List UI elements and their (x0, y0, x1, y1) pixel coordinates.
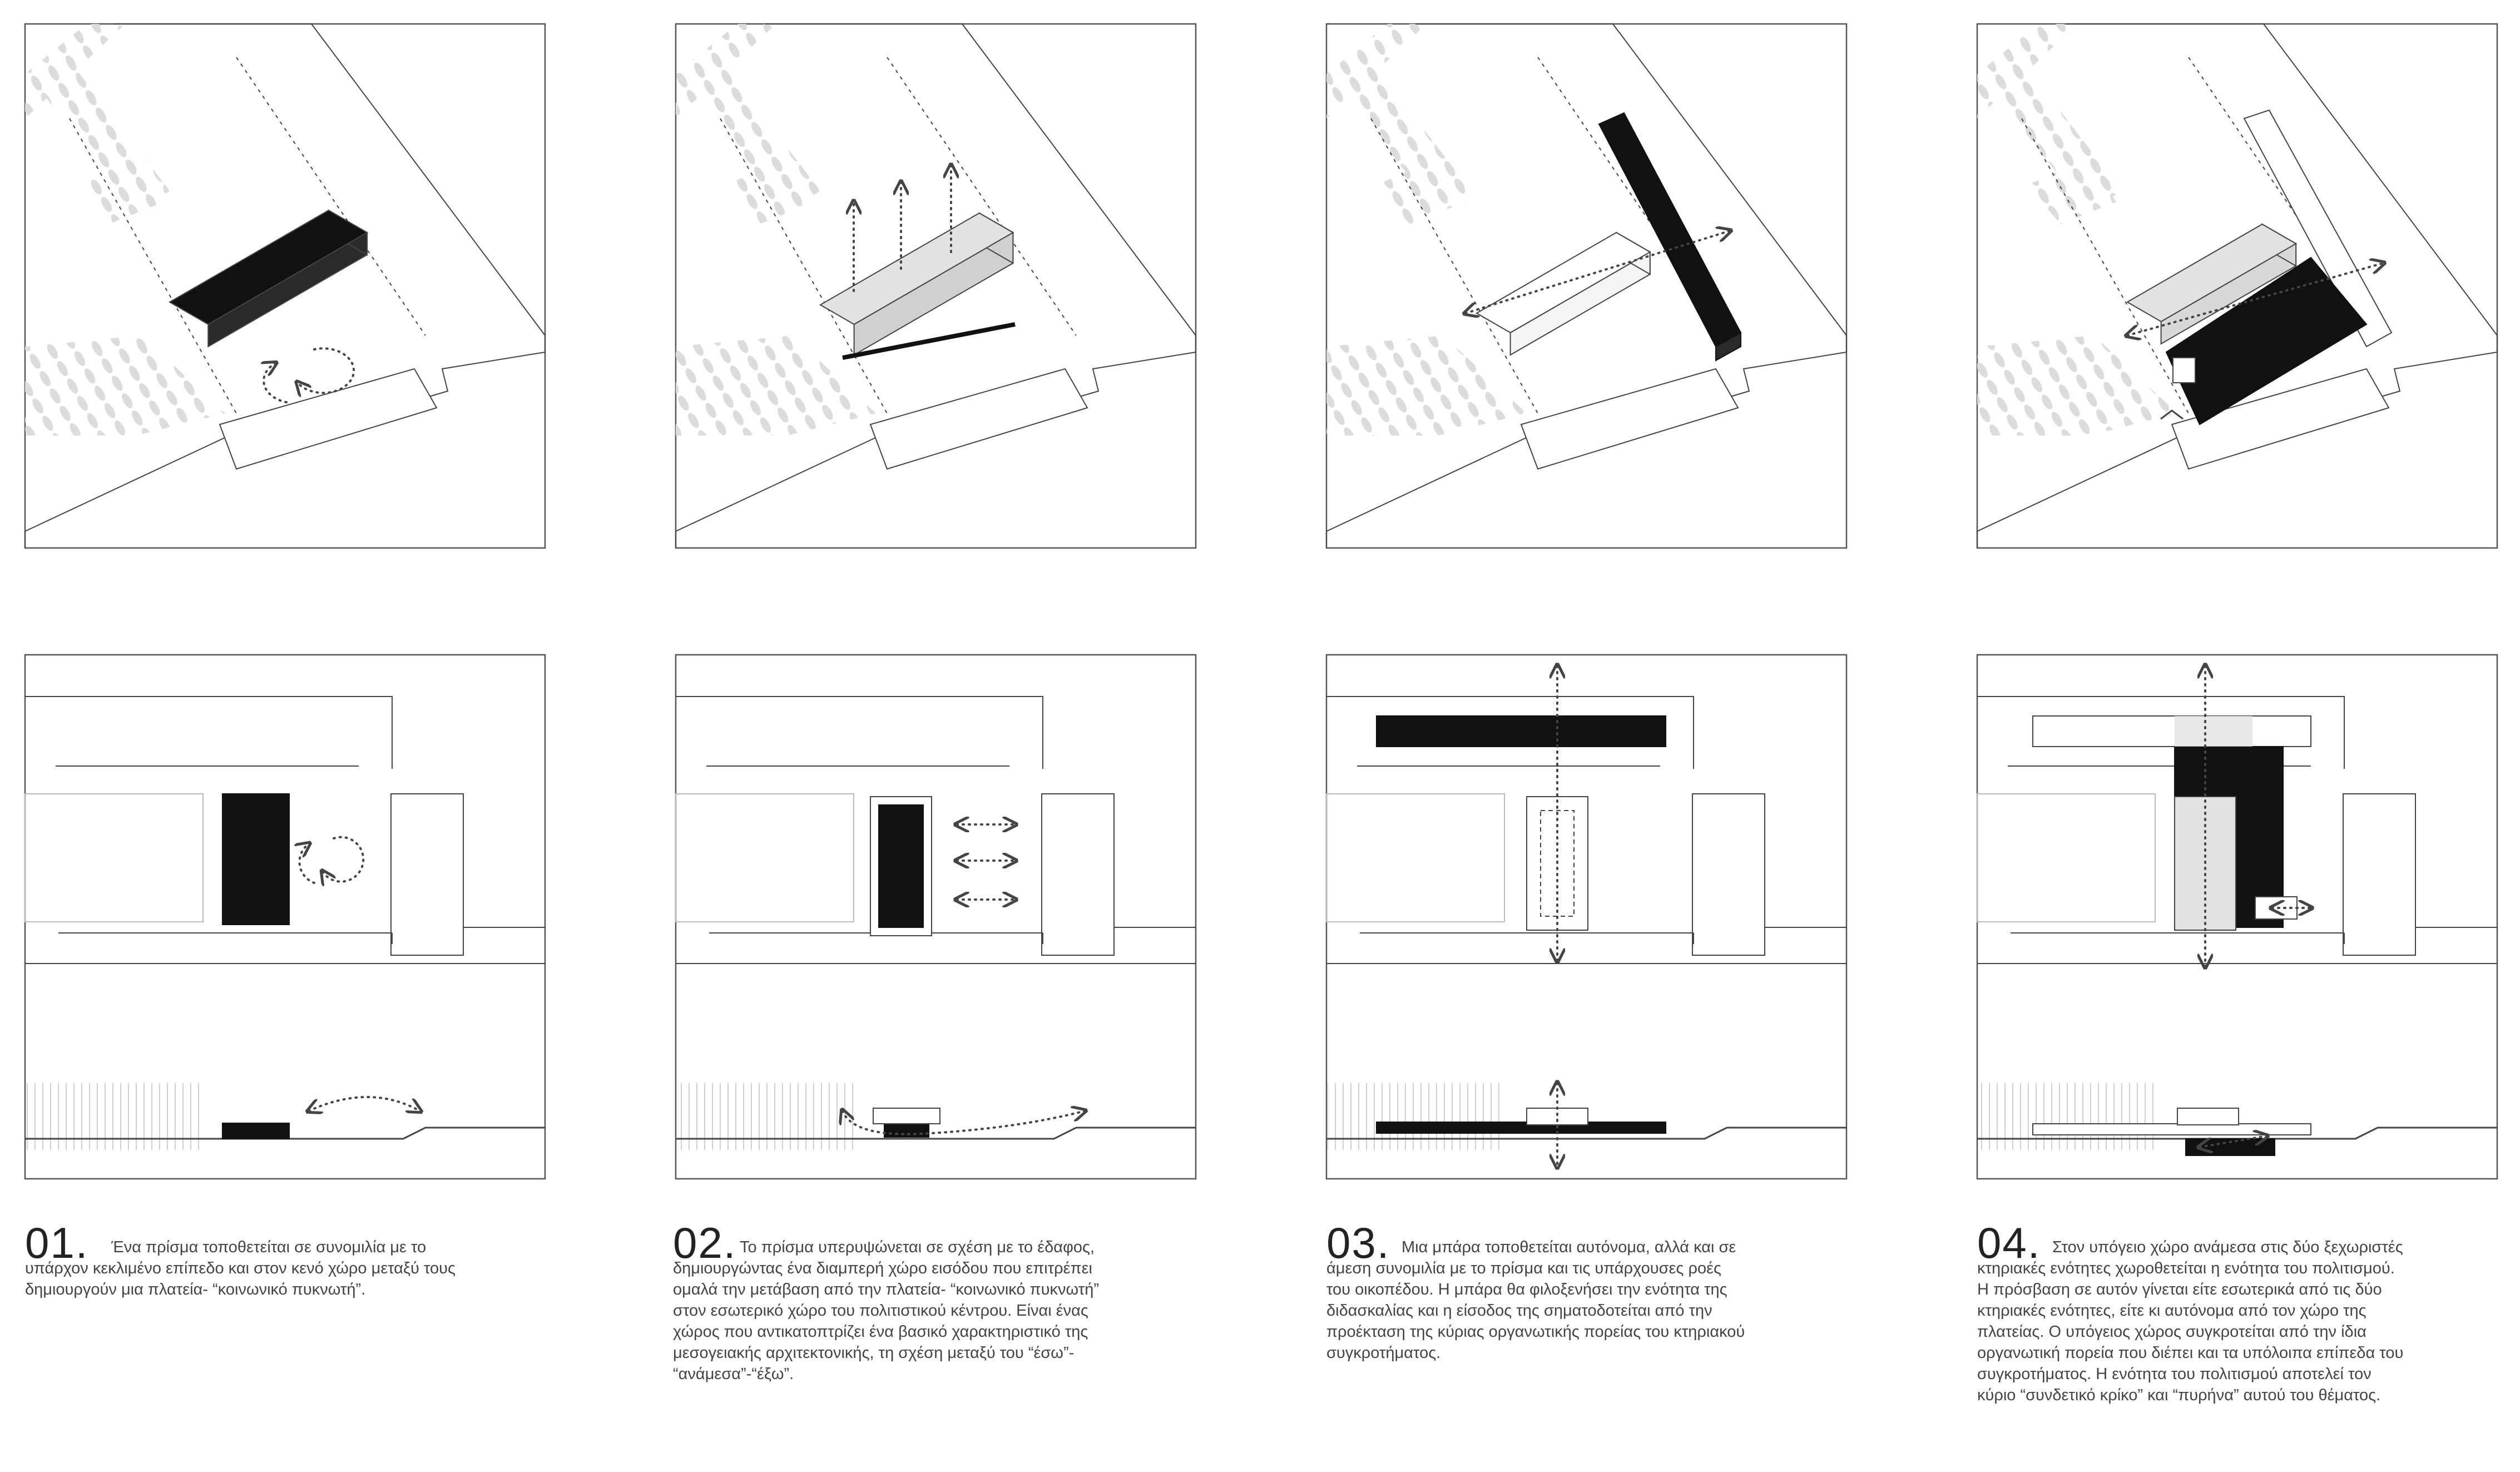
trees-band (676, 335, 876, 436)
caption-line: κτηριακές ενότητες χωροθετείται η ενότητα του πολιτισμού. (1977, 1259, 2395, 1277)
caption-line: προέκταση της κύριας οργανωτικής πορείας του κτηριακού (1326, 1323, 1745, 1341)
prism-black (884, 1125, 929, 1137)
caption-line: διδασκαλίας και η είσοδος της σηματοδοτείται από την (1326, 1302, 1712, 1320)
caption-text (1977, 1237, 2511, 1406)
prism-black (222, 794, 289, 925)
caption-line: δημιουργούν μια πλατεία- “κοινωνικό πυκνωτή”. (25, 1281, 366, 1298)
caption-line: πλατείας. Ο υπόγειος χώρος συγκροτείται από την ίδια (1977, 1323, 2366, 1341)
caption-line: Ένα πρίσμα τοποθετείται σε συνομιλία με το (111, 1238, 427, 1256)
panel-01 (25, 24, 545, 1179)
panel-04 (1977, 24, 2497, 1179)
boundary-line (1114, 794, 1196, 927)
existing-block (1326, 794, 1504, 922)
caption-line: άμεση συνομιλία με το πρίσμα και τις υπάρχουσες ροές (1326, 1259, 1721, 1277)
section-hatch (1326, 1083, 1504, 1150)
section-hatch (25, 1083, 203, 1150)
prism-raised (1527, 1108, 1588, 1125)
boundary-line (2415, 794, 2497, 927)
prism-black (879, 805, 923, 927)
bar-black (1377, 716, 1666, 747)
pavement (870, 369, 1087, 469)
caption-line: ομαλά την μετάβαση από την πλατεία- “κοινωνικό πυκνωτή” (673, 1281, 1099, 1298)
curved-arrow-icon (309, 1097, 420, 1111)
caption-line: δημιουργώντας ένα διαμπερή χώρο εισόδου που επιτρέπει (673, 1259, 1092, 1277)
caption-number: 04. (1977, 1218, 2041, 1267)
pavement (1521, 369, 1738, 469)
neighbour-block (1042, 794, 1114, 955)
neighbour-block (1692, 794, 1765, 955)
circular-arrows-icon (323, 837, 363, 882)
bar-outlined (2033, 716, 2311, 747)
circular-arrows-icon (298, 348, 354, 393)
section-hatch (676, 1083, 854, 1150)
caption-text (1326, 1237, 1860, 1364)
caption-line: συγκροτήματος. (1326, 1344, 1441, 1362)
caption-text (25, 1237, 559, 1300)
boundary-line (676, 697, 1043, 769)
circular-arrows-icon (264, 363, 286, 402)
caption-line: κτηριακές ενότητες, είτε κι αυτόνομα από τον χώρο της (1977, 1302, 2366, 1320)
existing-block (676, 794, 854, 922)
caption-line: χώρος που αντικατοπτρίζει ένα βασικό χαρακτηριστικό της (673, 1323, 1088, 1341)
prism-black (170, 210, 367, 347)
section-hatch (1977, 1083, 2155, 1150)
caption-line: μεσογειακής αρχιτεκτονικής, τη σχέση μεταξύ του “έσω”- (673, 1344, 1075, 1362)
trees-band (1326, 335, 1527, 436)
caption-line: Μια μπάρα τοποθετείται αυτόνομα, αλλά και σε (1402, 1238, 1736, 1256)
overlap-zone (2175, 716, 2252, 747)
panel-02 (676, 24, 1196, 1179)
caption-number: 01. (25, 1218, 89, 1267)
caption-line: Το πρίσμα υπερυψώνεται σε σχέση με το έδαφος, (740, 1238, 1095, 1256)
prism-raised (2177, 1108, 2239, 1125)
prism-raised (873, 1108, 940, 1124)
caption-line: οργανωτική πορεία που διέπει και τα υπόλοιπα επίπεδα του (1977, 1344, 2404, 1362)
prism-raised (820, 213, 1013, 355)
boundary-line (463, 794, 545, 927)
bar-black (1377, 1122, 1666, 1133)
neighbour-block (391, 794, 463, 955)
caption-line: του οικοπέδου. Η μπάρα θα φιλοξενήσει την ενότητα της (1326, 1281, 1727, 1298)
prism-outlined (1477, 233, 1650, 355)
caption-line: υπάρχον κεκλιμένο επίπεδο και στον κενό χώρο μεταξύ τους (25, 1259, 456, 1277)
caption-line: συγκροτήματος. Η ενότητα του πολιτισμού αποτελεί τον (1977, 1365, 2372, 1383)
existing-block (1977, 794, 2155, 922)
boundary-line (25, 697, 392, 769)
caption-line: Στον υπόγειο χώρο ανάμεσα στις δύο ξεχωριστές (2052, 1238, 2403, 1256)
caption-line: Η πρόσβαση σε αυτόν γίνεται είτε εσωτερικά από τις δύο (1977, 1281, 2382, 1298)
caption-number: 02. (673, 1218, 737, 1267)
caption-line: στον εσωτερικό χώρο του πολιτιστικού κέντρου. Είναι ένας (673, 1302, 1088, 1320)
caption-line: “ανάμεσα”-“έξω”. (673, 1365, 794, 1383)
trees-band (25, 335, 225, 436)
caption-number: 03. (1326, 1218, 1390, 1267)
panel-03 (1326, 24, 1846, 1179)
bar-top (1599, 113, 1741, 347)
neighbour-block (2343, 794, 2415, 955)
caption-text (673, 1237, 1207, 1385)
caption-line: κύριο “συνδετικό κρίκο” και “πυρήνα” αυτού του θέματος. (1977, 1386, 2381, 1404)
bar-outlined (2033, 1124, 2311, 1135)
prism-black (222, 1123, 289, 1139)
boundary-line (1765, 794, 1846, 927)
pavement (220, 369, 437, 469)
stair-icon (2173, 358, 2195, 383)
existing-block (25, 794, 203, 922)
trees-band (1977, 335, 2177, 436)
circular-arrows-icon (300, 844, 314, 883)
